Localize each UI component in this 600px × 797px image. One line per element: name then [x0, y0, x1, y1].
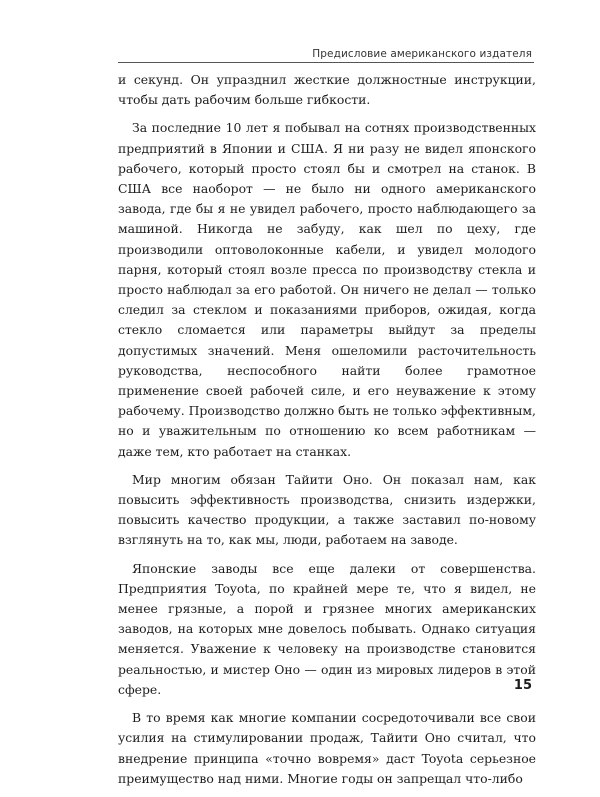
- page-number: 15: [513, 678, 532, 693]
- paragraph: Мир многим обязан Тайити Оно. Он показал нам, как повысить эффективность производства, снизить издержки, повысить качество продукции, а также заставил по-новому взглянуть на то, как мы, люди, работаем на заводе.: [118, 471, 536, 548]
- running-header: Предисловие американского издателя: [312, 48, 532, 60]
- paragraph: В то время как многие компании сосредоточивали все свои усилия на стимулировании продаж, Тайити Оно считал, что внедрение принципа «точно вовремя» даст Toyota серьезное преимущество над ними. Многие годы он запрещал что-либо: [118, 710, 536, 786]
- body-text: [118, 70, 536, 797]
- paragraph: За последние 10 лет я побывал на сотнях производственных предприятий в Японии и США. Я ни разу не видел японского рабочего, который просто стоял бы и смотрел на станок. В США все наоборот — не было ни одного американского завода, где бы я не увидел рабочего, просто наблюдающего за машиной. Никогда не забуду, как шел по цеху, где производили оптоволоконные кабели, и увидел молодого парня, который стоял возле пресса по производству стекла и просто наблюдал за его работой. Он ничего не делал — только следил за стеклом и показаниями приборов, ожидая, когда стекло сломается или параметры выйдут за пределы допустимых значений. Меня ошеломили расточительность руководства, неспособного найти более грамотное применение своей рабочей силе, и его неуважение к этому рабочему. Производство должно быть не только эффективным, но и уважительным по отношению ко всем работникам — даже тем, кто работает на станках.: [118, 120, 536, 459]
- paragraph-continuation: и секунд. Он упразднил жесткие должностные инструкции, чтобы дать рабочим больше гибкости.: [118, 72, 536, 108]
- paragraph: Японские заводы все еще далеки от совершенства. Предприятия Toyota, по крайней мере те, что я видел, не менее грязные, а порой и грязнее многих американских заводов, на которых мне довелось побывать. Однако ситуация меняется. Уважение к человеку на производстве становится реальностью, и мистер Оно — один из мировых лидеров в этой сфере.: [118, 560, 536, 697]
- header-divider: [118, 62, 534, 63]
